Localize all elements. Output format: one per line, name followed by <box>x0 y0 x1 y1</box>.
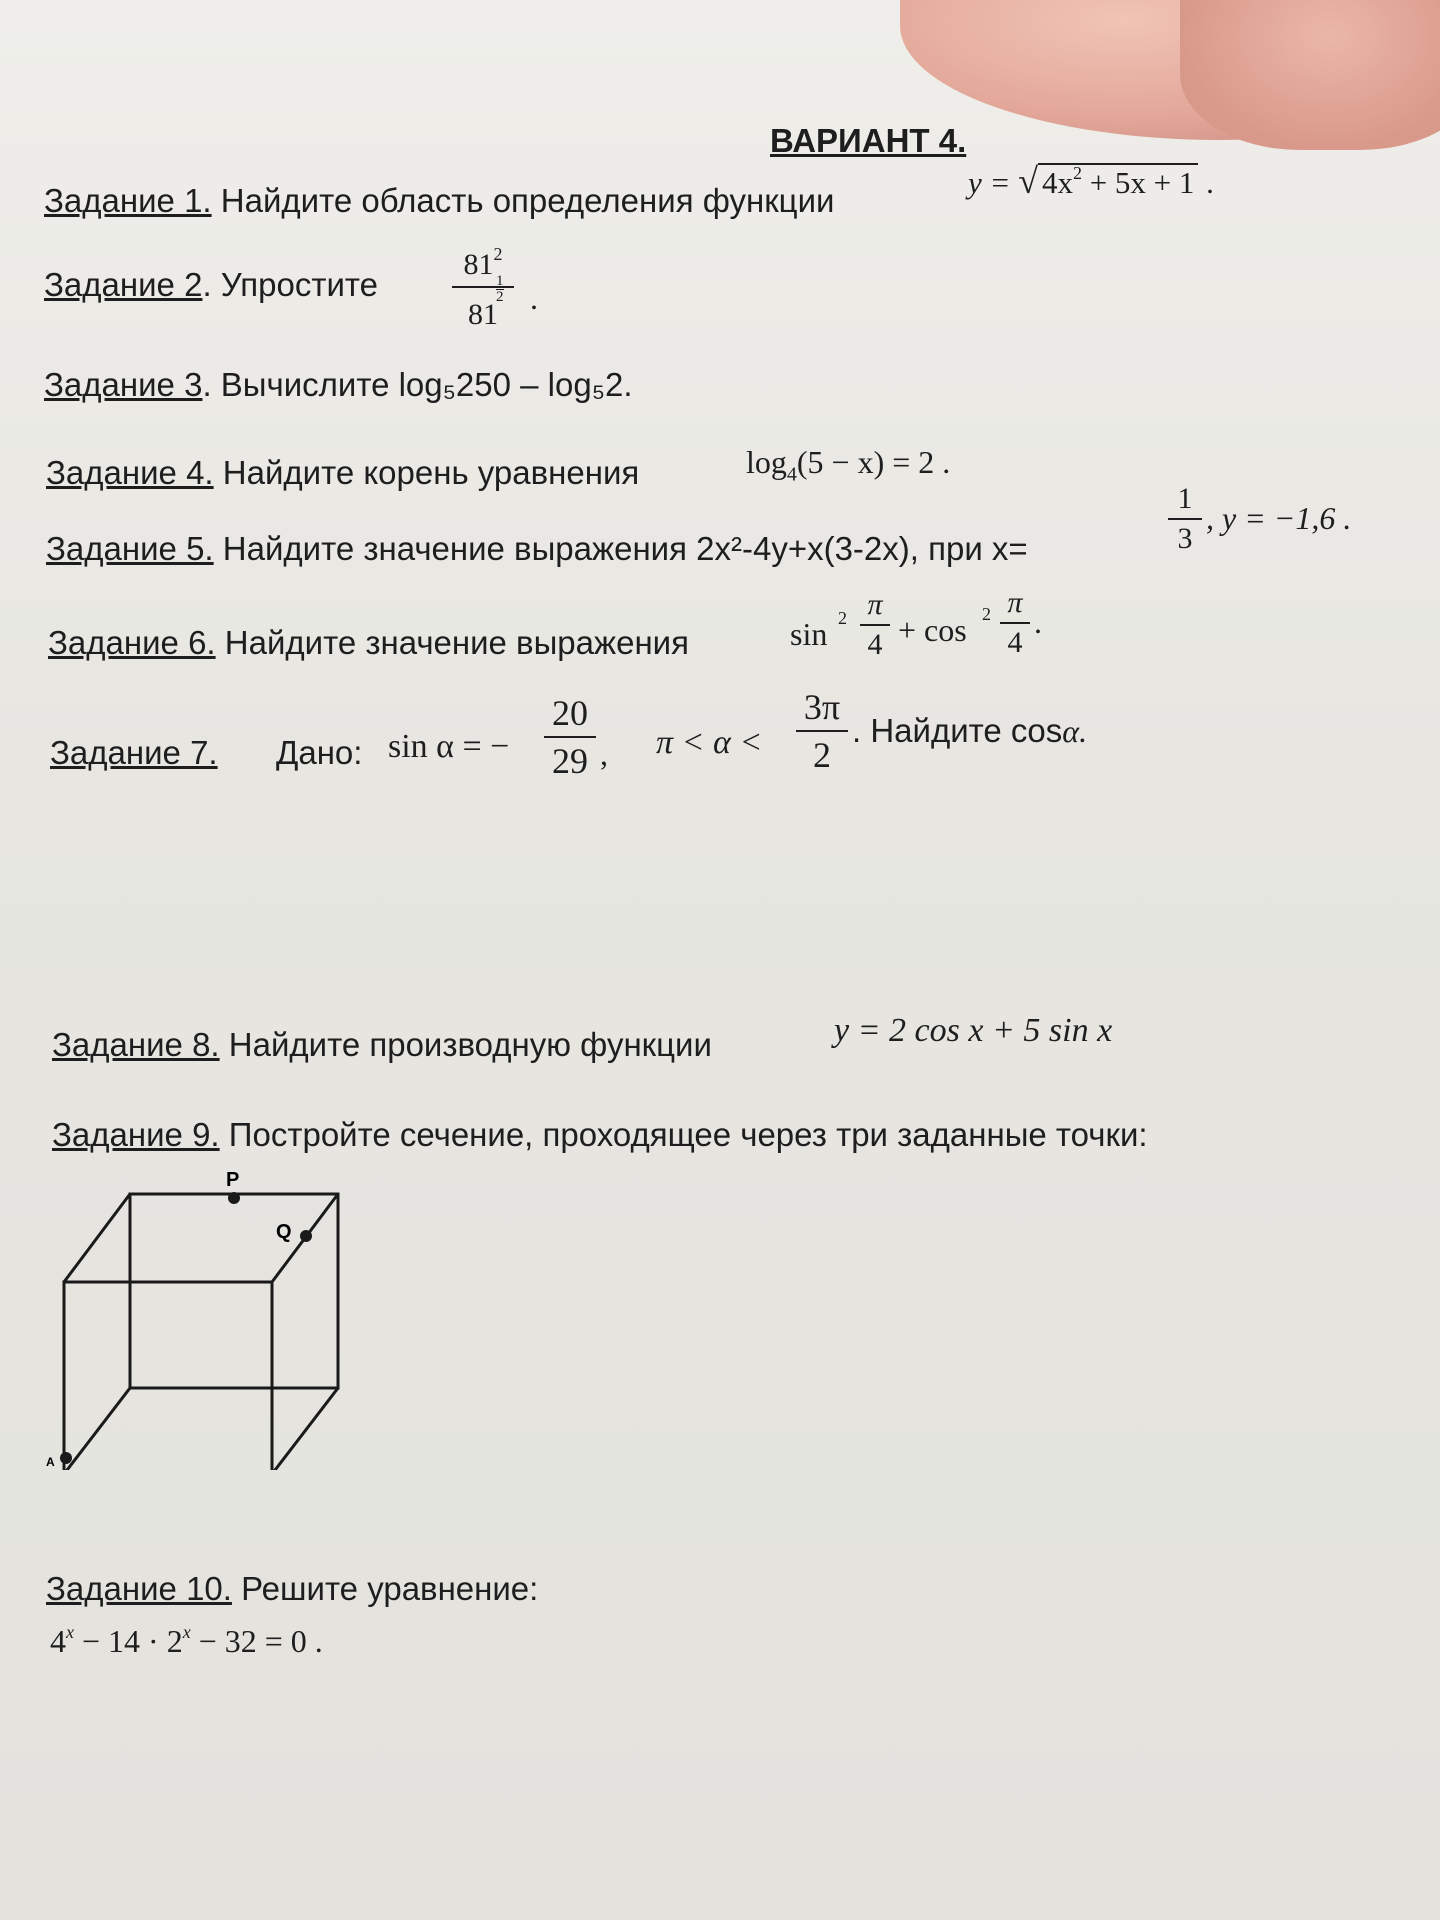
task-6 <box>48 624 689 662</box>
sqrt-sign: √ <box>1018 161 1038 201</box>
task-8 <box>52 1026 712 1064</box>
cube-edge <box>64 1194 130 1282</box>
task-8-formula: y = 2 cos x + 5 sin x <box>834 1012 1113 1049</box>
inequality: π < α < <box>656 724 763 761</box>
task-5-label: Задание 5. <box>46 530 214 567</box>
task-5-fraction <box>1168 482 1202 556</box>
x-denominator: 3 <box>1177 522 1193 555</box>
task-9 <box>52 1116 1148 1154</box>
task-8-text: Найдите производную функции <box>219 1026 712 1063</box>
task-2-end: . <box>530 280 538 316</box>
fraction-bar <box>452 286 514 288</box>
task-6-text: Найдите значение выражения <box>215 624 689 661</box>
f2-den: 2 <box>813 735 831 775</box>
task-3-label: Задание 3 <box>44 366 203 403</box>
task-4-formula <box>746 444 950 486</box>
task-8-label: Задание 8. <box>52 1026 220 1063</box>
x-numerator: 1 <box>1177 482 1193 515</box>
task-7-given: Дано: <box>276 734 363 771</box>
task-4-rest: (5 − x) = 2 . <box>796 444 951 480</box>
point-a <box>60 1452 72 1464</box>
task-9-text: Постройте сечение, проходящее через три заданные точки: <box>219 1116 1148 1153</box>
term-2: − 14 · 2 <box>74 1623 183 1659</box>
exp-x-2: x <box>182 1622 191 1642</box>
task-5-text: Найдите значение выражения 2x²-4y+x(3-2x), при x= <box>213 530 1028 567</box>
task-1-formula <box>968 160 1214 202</box>
cube-edge <box>272 1388 338 1470</box>
log: log <box>746 444 787 480</box>
task-10-label: Задание 10. <box>46 1570 232 1607</box>
task-3-text: . Вычислите log₅250 – log₅2. <box>202 366 633 403</box>
page-title: ВАРИАНТ 4. <box>770 122 967 159</box>
finger-photo-artifact-2 <box>1180 0 1440 150</box>
task-1-label: Задание 1. <box>44 182 212 219</box>
task-6-end: . <box>1034 604 1042 640</box>
cube-back-face <box>130 1194 338 1388</box>
sin-sq: 2 <box>838 608 847 628</box>
fraction-bar <box>544 736 596 738</box>
exp-x-1: x <box>66 1622 74 1642</box>
radicand-main: 4x <box>1041 165 1073 200</box>
find-text: . Найдите cos <box>852 712 1063 749</box>
den-exp-num: 1 <box>496 273 504 289</box>
alpha: α. <box>1062 713 1088 749</box>
four: 4 <box>1007 626 1023 659</box>
f1-fraction <box>544 692 596 782</box>
task-5 <box>46 530 1028 568</box>
cos: + cos <box>898 612 967 648</box>
task-2-fraction <box>452 244 514 332</box>
cos-sq: 2 <box>982 604 991 624</box>
sin-fraction <box>860 588 890 662</box>
f2-num: 3π <box>803 687 841 727</box>
sin-alpha: sin α = − <box>388 728 510 765</box>
task-4 <box>46 454 639 492</box>
sin: sin <box>790 616 828 652</box>
task-2-numerator <box>452 244 514 282</box>
task-2-denominator <box>452 273 514 332</box>
task-5-rest: , y = −1,6 . <box>1206 500 1352 536</box>
base-4: 4 <box>50 1623 66 1659</box>
cube-diagram <box>40 1160 360 1470</box>
f1-num: 20 <box>552 693 588 733</box>
comma: , <box>600 736 608 772</box>
task-3 <box>44 366 633 404</box>
point-p <box>228 1192 240 1204</box>
task-10-formula <box>50 1622 323 1660</box>
den-exp <box>496 274 504 305</box>
task-4-label: Задание 4. <box>46 454 214 491</box>
task-1 <box>44 182 834 220</box>
task-6-label: Задание 6. <box>48 624 216 661</box>
fraction-bar <box>1000 622 1030 624</box>
cube-front-face <box>64 1282 272 1470</box>
cos-fraction <box>1000 586 1030 660</box>
task-7-label: Задание 7. <box>50 734 218 771</box>
num-base: 81 <box>463 248 494 281</box>
num-exp: 2 <box>493 244 503 264</box>
radicand-rest: + 5x + 1 <box>1081 165 1195 200</box>
task-1-text: Найдите область определения функции <box>211 182 835 219</box>
point-q-label: Q <box>276 1221 292 1243</box>
point-a-label: A <box>46 1455 55 1469</box>
task-2-label: Задание 2 <box>44 266 203 303</box>
f2-fraction <box>796 686 848 776</box>
task-2-text: . Упростите <box>202 266 378 303</box>
task-1-y: y = <box>968 165 1011 200</box>
fraction-bar <box>1168 518 1202 520</box>
pi: π <box>867 588 883 621</box>
radicand-sup: 2 <box>1072 163 1082 183</box>
pi: π <box>1007 586 1023 619</box>
radicand <box>1038 163 1198 200</box>
task-10 <box>46 1570 538 1608</box>
fraction-bar <box>860 624 890 626</box>
fraction-bar <box>796 730 848 732</box>
task-4-text: Найдите корень уравнения <box>213 454 640 491</box>
task-10-text: Решите уравнение: <box>231 1570 539 1607</box>
term-3: − 32 = 0 . <box>190 1623 323 1659</box>
log-base: 4 <box>786 463 797 486</box>
task-7-find <box>852 712 1087 750</box>
task-9-label: Задание 9. <box>52 1116 220 1153</box>
point-q <box>300 1230 312 1242</box>
four: 4 <box>867 628 883 661</box>
task-1-end: . <box>1206 165 1214 200</box>
task-2 <box>44 266 378 304</box>
task-7 <box>50 734 218 772</box>
den-base: 81 <box>468 298 498 331</box>
f1-den: 29 <box>552 741 588 781</box>
point-p-label: P <box>226 1169 240 1191</box>
cube-edge <box>64 1388 130 1470</box>
den-exp-den: 2 <box>496 289 504 305</box>
